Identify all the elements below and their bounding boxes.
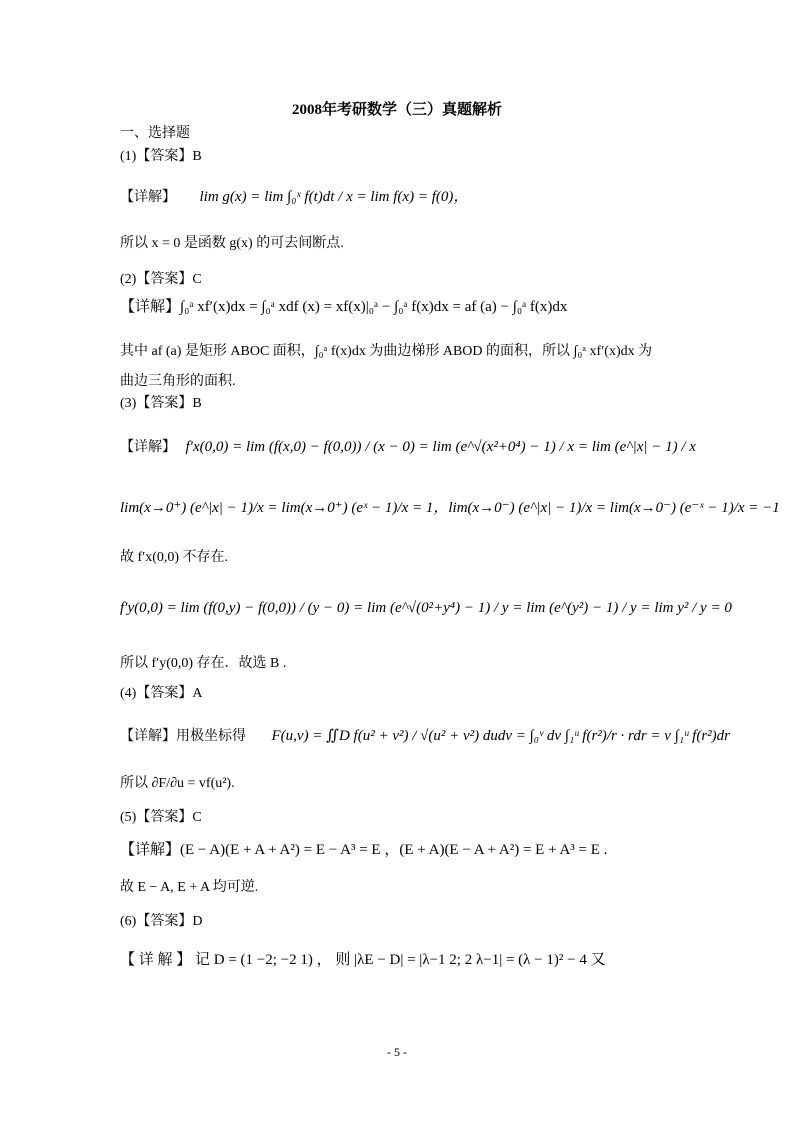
q1-conclusion: 所以 x = 0 是函数 g(x) 的可去间断点.	[120, 236, 344, 251]
q4-detail-label: 【详解】用极坐标得	[120, 729, 246, 744]
q2-explain-2: 曲边三角形的面积.	[120, 374, 236, 389]
q4-answer: (4)【答案】A	[120, 686, 203, 701]
q4-equation: F(u,v) = ∬D f(u² + v²) / √(u² + v²) dudv = ∫₀ᵛ dv ∫₁ᵘ f(r²)/r · rdr = v ∫₁ᵘ f(r²)dr	[271, 728, 731, 744]
q3-detail	[120, 436, 696, 456]
q1-detail	[120, 185, 468, 206]
q6-answer: (6)【答案】D	[120, 914, 203, 929]
q3-eq1: f′x(0,0) = lim (f(x,0) − f(0,0)) / (x − 0) = lim (e^√(x²+0⁴) − 1) / x = lim (e^|x| − 1) / x	[185, 439, 696, 455]
q3-eq3: f′y(0,0) = lim (f(0,y) − f(0,0)) / (y − 0) = lim (e^√(0²+y⁴) − 1) / y = lim (e^(y²) − 1) / y = lim y² / y = 0	[120, 600, 732, 616]
q1-equation: lim g(x) = lim ∫₀ˣ f(t)dt / x = lim f(x) = f(0)，	[199, 189, 469, 205]
q2-explain-1: 其中 af (a) 是矩形 ABOC 面积，∫₀ᵃ f(x)dx 为曲边梯形 ABOD 的面积，所以 ∫₀ᵃ xf′(x)dx 为	[120, 344, 653, 359]
q3-detail-label: 【详解】	[120, 440, 176, 455]
q2-answer: (2)【答案】C	[120, 272, 202, 287]
q6-detail: 【 详 解 】 记 D = (1 −2; −2 1) ， 则 |λE − D| = |λ−1 2; 2 λ−1| = (λ − 1)² − 4 又	[120, 952, 606, 968]
q5-conclusion: 故 E − A, E + A 均可逆.	[120, 880, 259, 895]
q1-answer: (1)【答案】B	[120, 149, 202, 164]
q3-eq2: lim(x→0⁺) (e^|x| − 1)/x = lim(x→0⁺) (eˣ − 1)/x = 1，lim(x→0⁻) (e^|x| − 1)/x = lim(x→0⁻) (e⁻ˣ − 1)/x = −1	[120, 500, 780, 516]
q3-conclusion-1: 故 f′x(0,0) 不存在.	[120, 550, 229, 565]
q1-detail-label: 【详解】	[120, 190, 176, 205]
page-title: 2008年考研数学（三）真题解析	[291, 102, 502, 118]
q4-conclusion: 所以 ∂F/∂u = vf(u²).	[120, 776, 235, 791]
q5-answer: (5)【答案】C	[120, 810, 202, 825]
q3-conclusion-2: 所以 f′y(0,0) 存在．故选 B .	[120, 656, 287, 671]
q3-answer: (3)【答案】B	[120, 396, 202, 411]
q2-detail: 【详解】∫₀ᵃ xf′(x)dx = ∫₀ᵃ xdf (x) = xf(x)|₀ᵃ − ∫₀ᵃ f(x)dx = af (a) − ∫₀ᵃ f(x)dx	[120, 299, 568, 315]
q5-detail: 【详解】(E − A)(E + A + A²) = E − A³ = E ，(E + A)(E − A + A²) = E + A³ = E .	[120, 842, 608, 858]
page-number: - 5 -	[387, 1045, 407, 1059]
q4-detail	[120, 725, 730, 745]
section-heading: 一、选择题	[120, 126, 190, 141]
